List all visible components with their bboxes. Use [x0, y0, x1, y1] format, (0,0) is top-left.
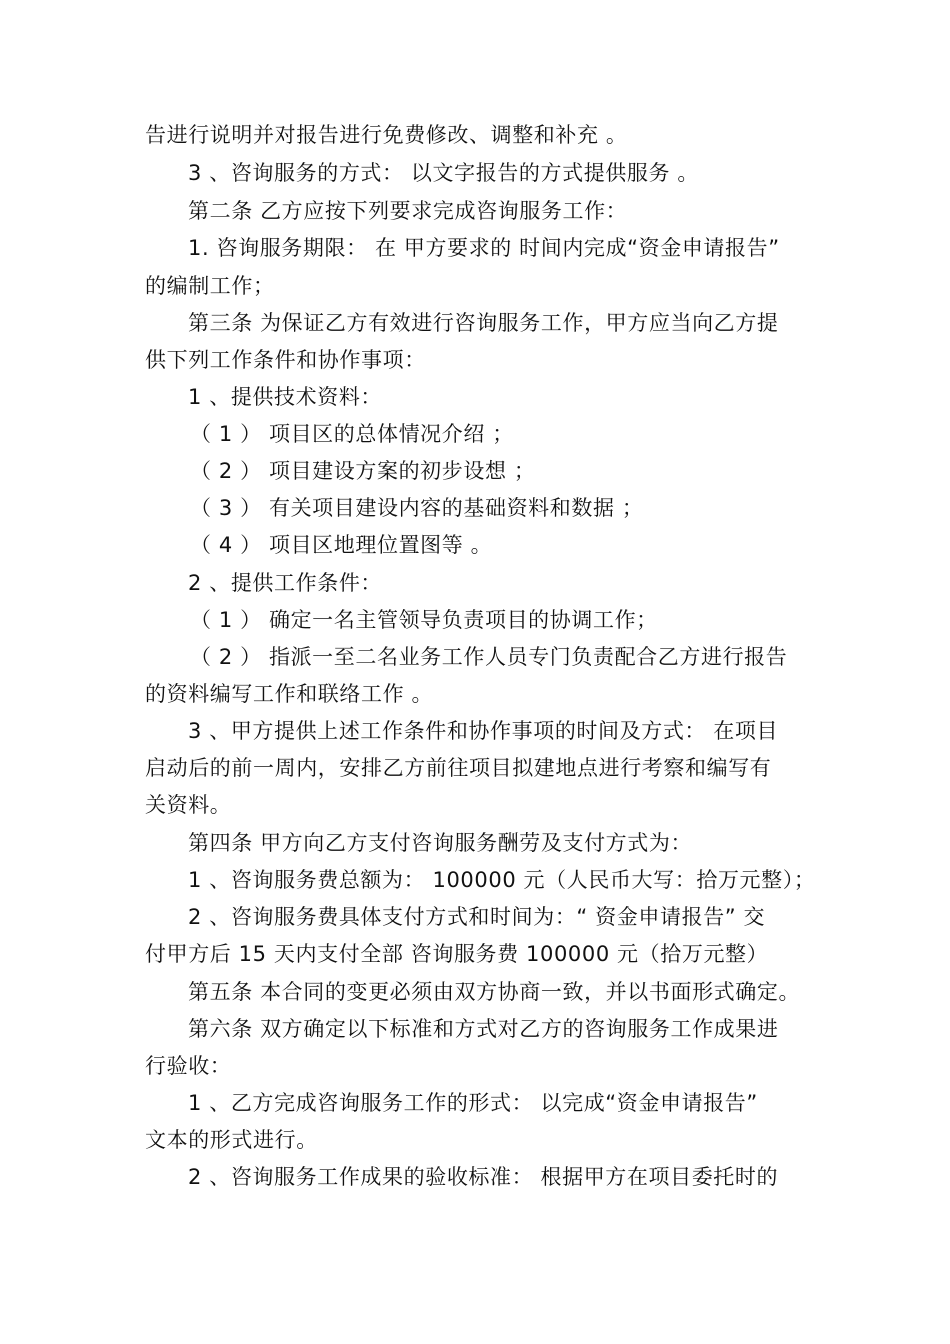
paragraph-line: 供下列工作条件和协作事项： [145, 348, 426, 372]
list-item: （ 1 ） 项目区的总体情况介绍 ； [190, 422, 514, 446]
paragraph-line: 文本的形式进行。 [145, 1128, 318, 1152]
paragraph-line: 付甲方后 15 天内支付全部 咨询服务费 100000 元（拾万元整） [145, 942, 769, 966]
paragraph-line: 2 、咨询服务费具体支付方式和时间为：“ 资金申请报告” 交 [188, 905, 766, 929]
paragraph-line: 3 、甲方提供上述工作条件和协作事项的时间及方式： 在项目 [188, 719, 779, 743]
list-item: （ 3 ） 有关项目建设内容的基础资料和数据 ； [190, 496, 644, 520]
paragraph-line: 2 、咨询服务工作成果的验收标准： 根据甲方在项目委托时的 [188, 1165, 779, 1189]
list-item: （ 1 ） 确定一名主管领导负责项目的协调工作； [190, 608, 658, 632]
paragraph-line: 1. 咨询服务期限： 在 甲方要求的 时间内完成“资金申请报告” [188, 236, 780, 260]
paragraph-line: 启动后的前一周内，安排乙方前往项目拟建地点进行考察和编写有 [145, 756, 772, 780]
article-3-heading: 第三条 为保证乙方有效进行咨询服务工作，甲方应当向乙方提 [188, 311, 779, 335]
paragraph-line: 3 、咨询服务的方式： 以文字报告的方式提供服务 。 [188, 161, 699, 185]
list-item: （ 2 ） 项目建设方案的初步设想 ； [190, 459, 536, 483]
article-2-heading: 第二条 乙方应按下列要求完成咨询服务工作： [188, 199, 628, 223]
list-item: （ 2 ） 指派一至二名业务工作人员专门负责配合乙方进行报告 [190, 645, 788, 669]
article-6-heading: 第六条 双方确定以下标准和方式对乙方的咨询服务工作成果进 [188, 1017, 779, 1041]
paragraph-line: 的资料编写工作和联络工作 。 [145, 682, 434, 706]
paragraph-line: 的编制工作； [145, 274, 275, 298]
article-5-heading: 第五条 本合同的变更必须由双方协商一致，并以书面形式确定。 [188, 980, 801, 1004]
list-item: （ 4 ） 项目区地理位置图等 。 [190, 533, 493, 557]
article-4-heading: 第四条 甲方向乙方支付咨询服务酬劳及支付方式为： [188, 831, 693, 855]
paragraph-line: 2 、提供工作条件： [188, 571, 383, 595]
paragraph-line: 关资料。 [145, 793, 232, 817]
paragraph-line: 行验收： [145, 1054, 232, 1078]
paragraph-line: 告进行说明并对报告进行免费修改、调整和补充 。 [145, 123, 628, 147]
paragraph-line: 1 、乙方完成咨询服务工作的形式： 以完成“资金申请报告” [188, 1091, 758, 1115]
paragraph-line: 1 、咨询服务费总额为： 100000 元（人民币大写：拾万元整）； [188, 868, 816, 892]
paragraph-line: 1 、提供技术资料： [188, 385, 383, 409]
